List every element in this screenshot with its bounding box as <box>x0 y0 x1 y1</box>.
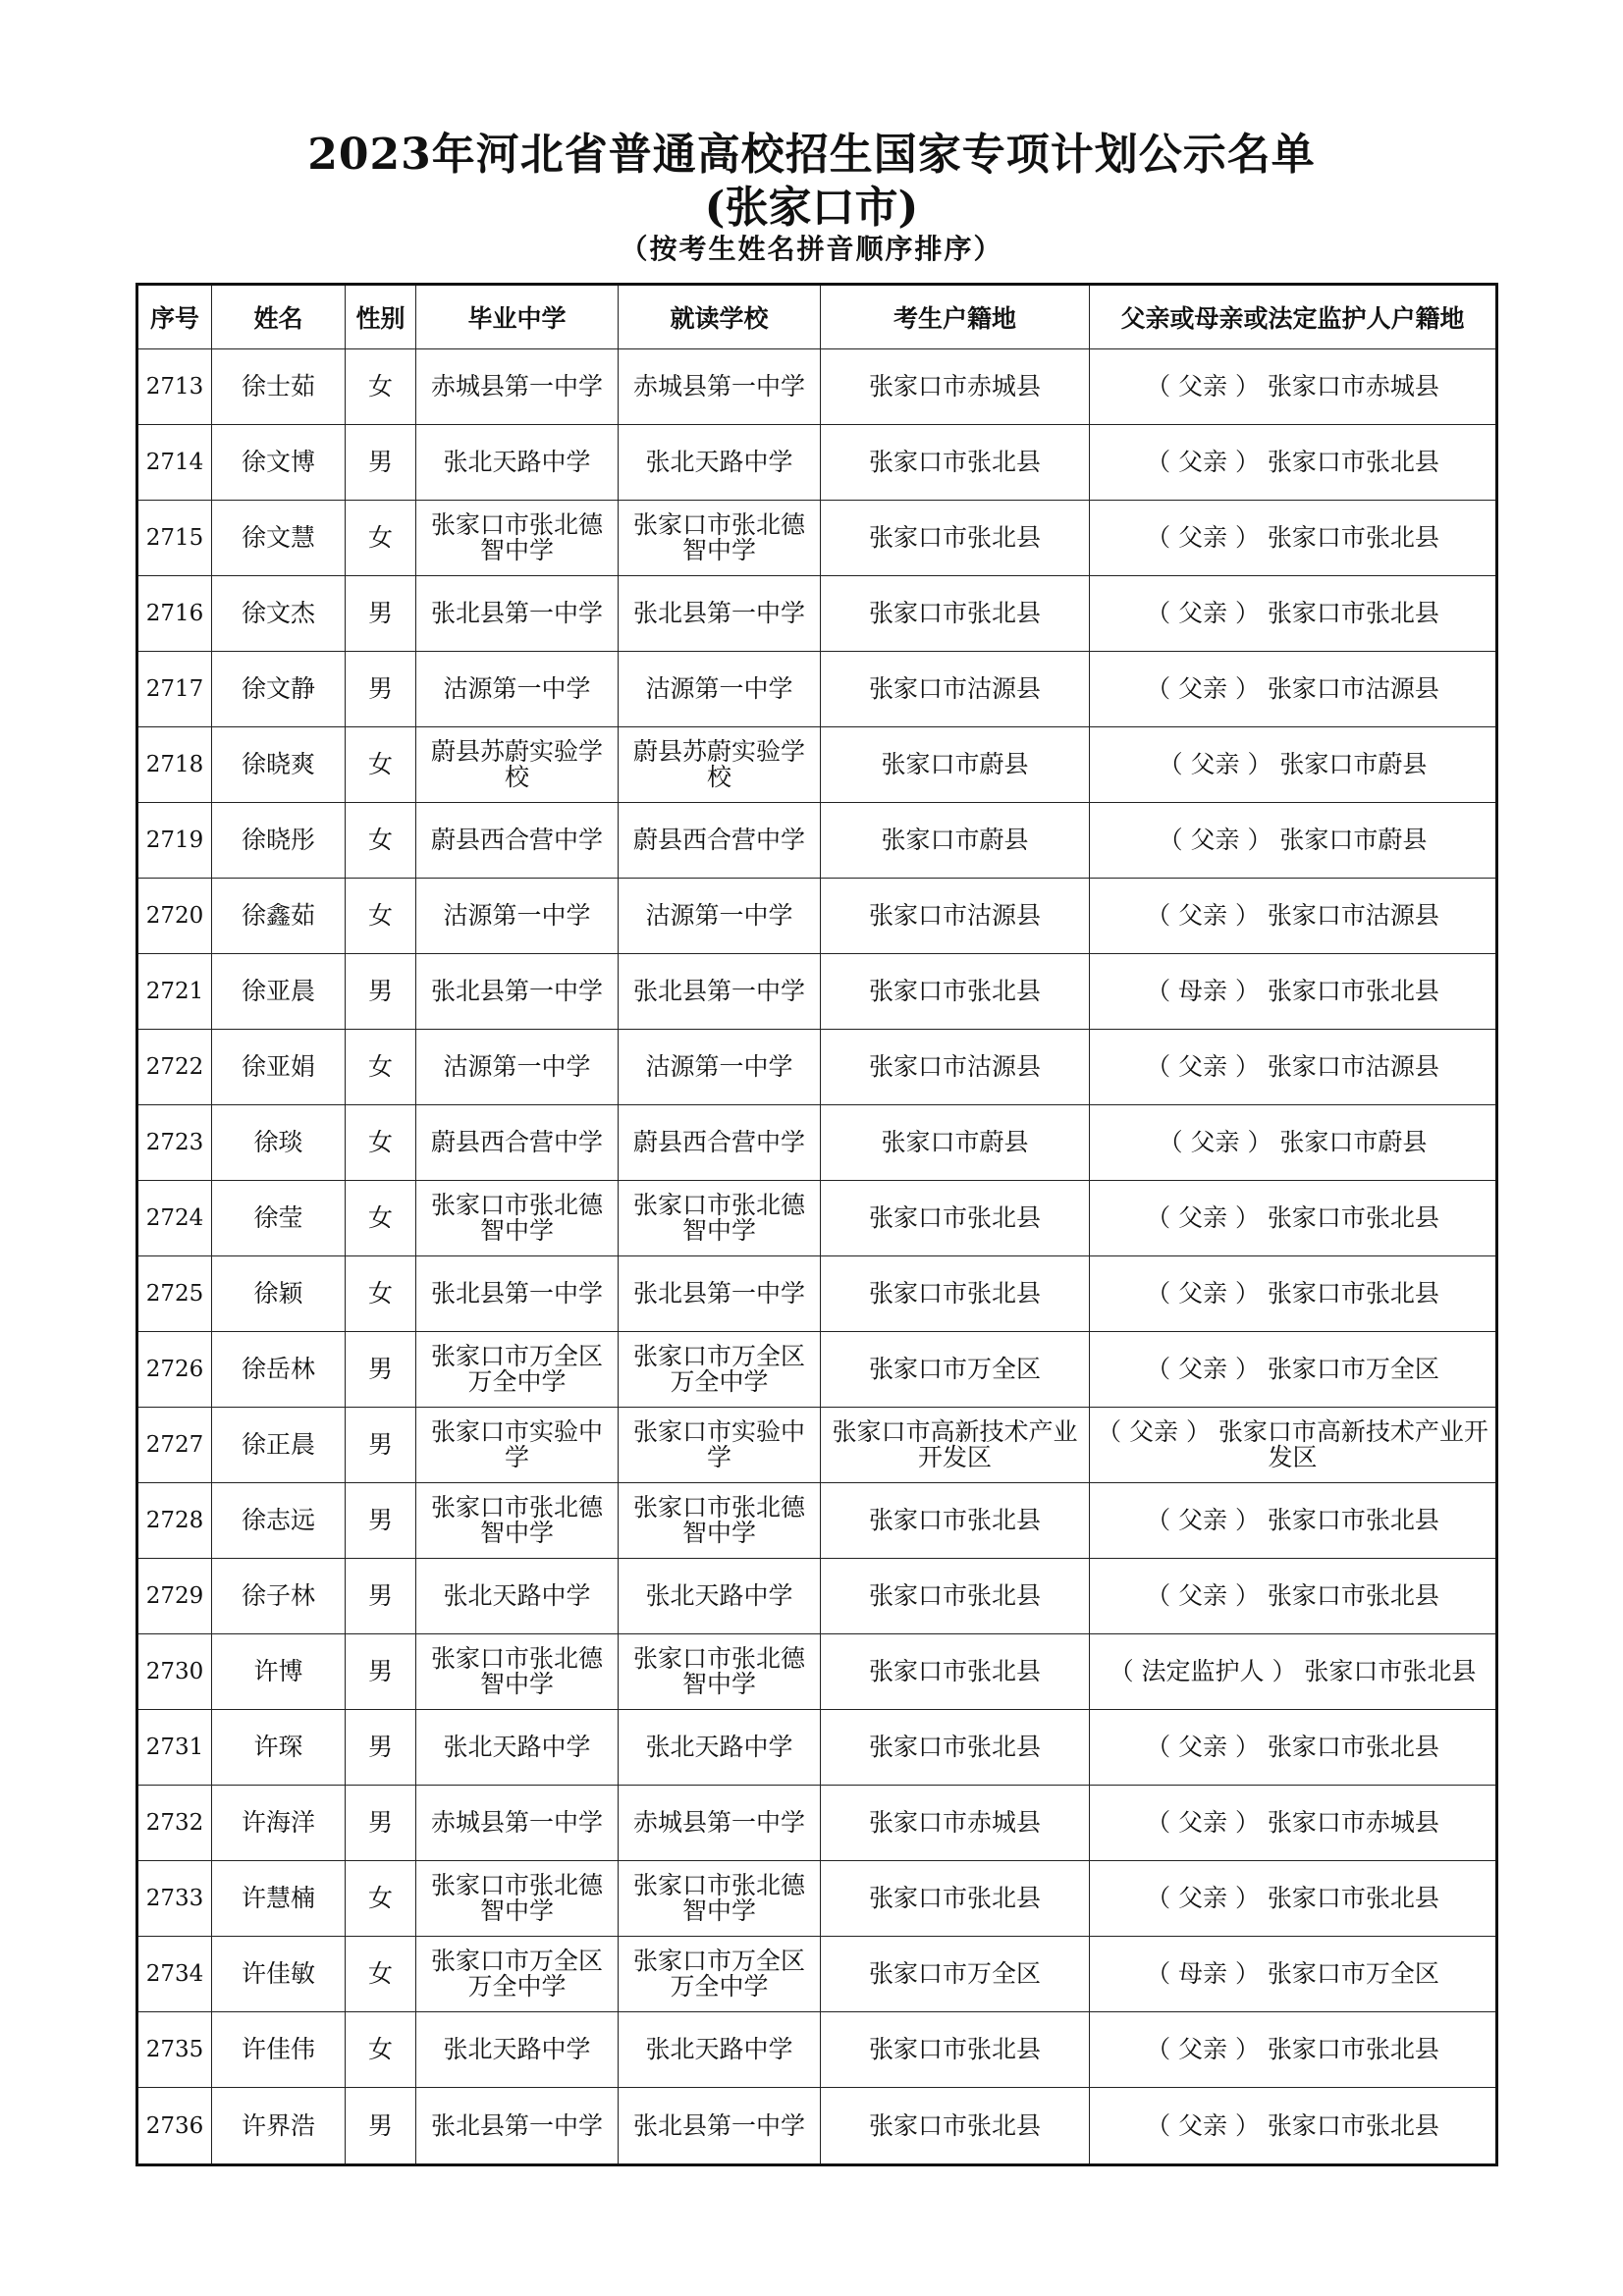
cell-household-registration: 张家口市蔚县 <box>821 727 1090 803</box>
cell-current-school: 蔚县西合营中学 <box>619 803 821 879</box>
cell-gender: 女 <box>346 879 416 954</box>
page-subtitle: (张家口市) <box>704 183 919 233</box>
cell-household-registration: 张家口市沽源县 <box>821 652 1090 727</box>
cell-name: 徐文慧 <box>212 501 346 576</box>
cell-guardian-registration: （ 父亲 ） 张家口市蔚县 <box>1090 803 1497 879</box>
cell-current-school: 张家口市张北德智中学 <box>619 1634 821 1710</box>
cell-guardian-registration: （ 父亲 ） 张家口市张北县 <box>1090 2088 1497 2165</box>
cell-graduation-school: 蔚县苏蔚实验学校 <box>416 727 619 803</box>
cell-household-registration: 张家口市张北县 <box>821 1483 1090 1559</box>
column-header-name: 姓名 <box>212 285 346 349</box>
cell-current-school: 蔚县苏蔚实验学校 <box>619 727 821 803</box>
cell-guardian-registration: （ 父亲 ） 张家口市张北县 <box>1090 1483 1497 1559</box>
cell-gender: 男 <box>346 1483 416 1559</box>
cell-graduation-school: 张家口市张北德智中学 <box>416 501 619 576</box>
table-row <box>137 1559 1497 1634</box>
cell-guardian-registration: （ 父亲 ） 张家口市赤城县 <box>1090 349 1497 425</box>
cell-guardian-registration: （ 父亲 ） 张家口市沽源县 <box>1090 1030 1497 1105</box>
cell-graduation-school: 赤城县第一中学 <box>416 349 619 425</box>
cell-name: 徐文静 <box>212 652 346 727</box>
table-row <box>137 2012 1497 2088</box>
column-header-guardian-registration: 父亲或母亲或法定监护人户籍地 <box>1090 285 1497 349</box>
cell-graduation-school: 蔚县西合营中学 <box>416 1105 619 1181</box>
cell-seq: 2729 <box>137 1559 212 1634</box>
cell-graduation-school: 张家口市张北德智中学 <box>416 1861 619 1937</box>
cell-current-school: 蔚县西合营中学 <box>619 1105 821 1181</box>
cell-seq: 2724 <box>137 1181 212 1256</box>
cell-current-school: 张家口市万全区万全中学 <box>619 1937 821 2012</box>
cell-household-registration: 张家口市赤城县 <box>821 1786 1090 1861</box>
cell-graduation-school: 沽源第一中学 <box>416 1030 619 1105</box>
cell-name: 徐晓彤 <box>212 803 346 879</box>
cell-seq: 2721 <box>137 954 212 1030</box>
cell-graduation-school: 张北县第一中学 <box>416 576 619 652</box>
cell-name: 徐亚娟 <box>212 1030 346 1105</box>
table-row <box>137 1332 1497 1408</box>
cell-gender: 女 <box>346 1861 416 1937</box>
cell-seq: 2722 <box>137 1030 212 1105</box>
cell-household-registration: 张家口市张北县 <box>821 1861 1090 1937</box>
cell-current-school: 沽源第一中学 <box>619 652 821 727</box>
cell-gender: 男 <box>346 1786 416 1861</box>
cell-graduation-school: 张北天路中学 <box>416 1710 619 1786</box>
cell-household-registration: 张家口市张北县 <box>821 954 1090 1030</box>
cell-graduation-school: 张北天路中学 <box>416 2012 619 2088</box>
cell-name: 许慧楠 <box>212 1861 346 1937</box>
cell-graduation-school: 蔚县西合营中学 <box>416 803 619 879</box>
cell-gender: 男 <box>346 2088 416 2165</box>
table-row <box>137 1861 1497 1937</box>
cell-graduation-school: 张家口市张北德智中学 <box>416 1634 619 1710</box>
cell-gender: 女 <box>346 1105 416 1181</box>
cell-guardian-registration: （ 父亲 ） 张家口市张北县 <box>1090 501 1497 576</box>
cell-name: 徐岳林 <box>212 1332 346 1408</box>
cell-household-registration: 张家口市张北县 <box>821 1559 1090 1634</box>
cell-name: 许界浩 <box>212 2088 346 2165</box>
cell-guardian-registration: （ 父亲 ） 张家口市高新技术产业开发区 <box>1090 1408 1497 1483</box>
cell-gender: 女 <box>346 2012 416 2088</box>
cell-household-registration: 张家口市蔚县 <box>821 1105 1090 1181</box>
cell-name: 徐子林 <box>212 1559 346 1634</box>
cell-graduation-school: 沽源第一中学 <box>416 879 619 954</box>
table-row <box>137 803 1497 879</box>
table-row <box>137 1030 1497 1105</box>
cell-graduation-school: 张家口市张北德智中学 <box>416 1181 619 1256</box>
cell-gender: 男 <box>346 954 416 1030</box>
cell-seq: 2720 <box>137 879 212 954</box>
column-header-household-registration: 考生户籍地 <box>821 285 1090 349</box>
cell-guardian-registration: （ 父亲 ） 张家口市张北县 <box>1090 2012 1497 2088</box>
cell-household-registration: 张家口市万全区 <box>821 1937 1090 2012</box>
column-header-gender: 性别 <box>346 285 416 349</box>
cell-household-registration: 张家口市沽源县 <box>821 1030 1090 1105</box>
table-row <box>137 1256 1497 1332</box>
cell-seq: 2713 <box>137 349 212 425</box>
cell-name: 徐文杰 <box>212 576 346 652</box>
table-row <box>137 727 1497 803</box>
cell-graduation-school: 张北天路中学 <box>416 1559 619 1634</box>
cell-guardian-registration: （ 父亲 ） 张家口市蔚县 <box>1090 1105 1497 1181</box>
cell-name: 徐志远 <box>212 1483 346 1559</box>
cell-seq: 2717 <box>137 652 212 727</box>
cell-household-registration: 张家口市高新技术产业开发区 <box>821 1408 1090 1483</box>
cell-gender: 女 <box>346 349 416 425</box>
cell-seq: 2735 <box>137 2012 212 2088</box>
table-row <box>137 652 1497 727</box>
cell-seq: 2723 <box>137 1105 212 1181</box>
cell-guardian-registration: （ 父亲 ） 张家口市张北县 <box>1090 425 1497 501</box>
table-row <box>137 1634 1497 1710</box>
cell-name: 许佳敏 <box>212 1937 346 2012</box>
cell-graduation-school: 张北县第一中学 <box>416 2088 619 2165</box>
cell-guardian-registration: （ 母亲 ） 张家口市万全区 <box>1090 1937 1497 2012</box>
cell-guardian-registration: （ 父亲 ） 张家口市张北县 <box>1090 1710 1497 1786</box>
table-row <box>137 1105 1497 1181</box>
cell-gender: 女 <box>346 1256 416 1332</box>
cell-gender: 女 <box>346 727 416 803</box>
cell-current-school: 张家口市张北德智中学 <box>619 1181 821 1256</box>
cell-current-school: 赤城县第一中学 <box>619 1786 821 1861</box>
cell-guardian-registration: （ 母亲 ） 张家口市张北县 <box>1090 954 1497 1030</box>
cell-current-school: 张北天路中学 <box>619 2012 821 2088</box>
roster-table <box>135 283 1498 2166</box>
cell-graduation-school: 张北县第一中学 <box>416 954 619 1030</box>
cell-seq: 2716 <box>137 576 212 652</box>
cell-seq: 2725 <box>137 1256 212 1332</box>
cell-graduation-school: 张北县第一中学 <box>416 1256 619 1332</box>
cell-household-registration: 张家口市张北县 <box>821 1181 1090 1256</box>
cell-guardian-registration: （ 父亲 ） 张家口市张北县 <box>1090 1181 1497 1256</box>
cell-guardian-registration: （ 父亲 ） 张家口市万全区 <box>1090 1332 1497 1408</box>
cell-seq: 2718 <box>137 727 212 803</box>
cell-household-registration: 张家口市张北县 <box>821 1710 1090 1786</box>
cell-guardian-registration: （ 父亲 ） 张家口市张北县 <box>1090 1861 1497 1937</box>
cell-name: 徐亚晨 <box>212 954 346 1030</box>
cell-gender: 男 <box>346 652 416 727</box>
cell-seq: 2732 <box>137 1786 212 1861</box>
cell-current-school: 沽源第一中学 <box>619 1030 821 1105</box>
cell-name: 徐莹 <box>212 1181 346 1256</box>
cell-seq: 2731 <box>137 1710 212 1786</box>
table-row <box>137 1710 1497 1786</box>
column-header-current-school: 就读学校 <box>619 285 821 349</box>
cell-guardian-registration: （ 父亲 ） 张家口市张北县 <box>1090 576 1497 652</box>
table-row <box>137 1937 1497 2012</box>
cell-name: 许海洋 <box>212 1786 346 1861</box>
cell-guardian-registration: （ 父亲 ） 张家口市沽源县 <box>1090 879 1497 954</box>
cell-name: 徐士茹 <box>212 349 346 425</box>
table-row <box>137 1786 1497 1861</box>
table-row <box>137 1408 1497 1483</box>
table-row <box>137 501 1497 576</box>
cell-current-school: 张北天路中学 <box>619 1559 821 1634</box>
cell-current-school: 张家口市张北德智中学 <box>619 1861 821 1937</box>
cell-household-registration: 张家口市蔚县 <box>821 803 1090 879</box>
cell-guardian-registration: （ 父亲 ） 张家口市蔚县 <box>1090 727 1497 803</box>
cell-graduation-school: 赤城县第一中学 <box>416 1786 619 1861</box>
table-row <box>137 2088 1497 2165</box>
cell-seq: 2715 <box>137 501 212 576</box>
cell-gender: 女 <box>346 1030 416 1105</box>
cell-guardian-registration: （ 父亲 ） 张家口市张北县 <box>1090 1559 1497 1634</box>
page-title: 2023年河北省普通高校招生国家专项计划公示名单 <box>307 130 1316 180</box>
cell-current-school: 赤城县第一中学 <box>619 349 821 425</box>
cell-gender: 男 <box>346 1634 416 1710</box>
cell-graduation-school: 张北天路中学 <box>416 425 619 501</box>
cell-seq: 2726 <box>137 1332 212 1408</box>
cell-gender: 男 <box>346 1710 416 1786</box>
cell-guardian-registration: （ 父亲 ） 张家口市赤城县 <box>1090 1786 1497 1861</box>
cell-seq: 2734 <box>137 1937 212 2012</box>
cell-current-school: 张北县第一中学 <box>619 576 821 652</box>
cell-current-school: 张北天路中学 <box>619 425 821 501</box>
cell-seq: 2714 <box>137 425 212 501</box>
cell-seq: 2730 <box>137 1634 212 1710</box>
cell-current-school: 沽源第一中学 <box>619 879 821 954</box>
cell-gender: 女 <box>346 1937 416 2012</box>
cell-gender: 男 <box>346 425 416 501</box>
cell-graduation-school: 张家口市实验中学 <box>416 1408 619 1483</box>
cell-seq: 2719 <box>137 803 212 879</box>
cell-current-school: 张家口市万全区万全中学 <box>619 1332 821 1408</box>
cell-gender: 男 <box>346 1332 416 1408</box>
cell-gender: 男 <box>346 1559 416 1634</box>
table-row <box>137 879 1497 954</box>
column-header-graduation-school: 毕业中学 <box>416 285 619 349</box>
table-row <box>137 1181 1497 1256</box>
cell-current-school: 张北县第一中学 <box>619 954 821 1030</box>
cell-seq: 2728 <box>137 1483 212 1559</box>
cell-seq: 2733 <box>137 1861 212 1937</box>
column-header-seq: 序号 <box>137 285 212 349</box>
cell-current-school: 张家口市张北德智中学 <box>619 501 821 576</box>
table-row <box>137 576 1497 652</box>
cell-gender: 女 <box>346 803 416 879</box>
cell-current-school: 张家口市张北德智中学 <box>619 1483 821 1559</box>
table-row <box>137 425 1497 501</box>
cell-household-registration: 张家口市张北县 <box>821 425 1090 501</box>
cell-household-registration: 张家口市万全区 <box>821 1332 1090 1408</box>
cell-graduation-school: 张家口市万全区万全中学 <box>416 1937 619 2012</box>
cell-current-school: 张北天路中学 <box>619 1710 821 1786</box>
cell-seq: 2727 <box>137 1408 212 1483</box>
cell-current-school: 张北县第一中学 <box>619 1256 821 1332</box>
cell-gender: 男 <box>346 576 416 652</box>
cell-guardian-registration: （ 父亲 ） 张家口市沽源县 <box>1090 652 1497 727</box>
cell-name: 徐琰 <box>212 1105 346 1181</box>
cell-name: 徐鑫茹 <box>212 879 346 954</box>
cell-gender: 男 <box>346 1408 416 1483</box>
cell-household-registration: 张家口市张北县 <box>821 576 1090 652</box>
table-row <box>137 349 1497 425</box>
cell-seq: 2736 <box>137 2088 212 2165</box>
cell-guardian-registration: （ 父亲 ） 张家口市张北县 <box>1090 1256 1497 1332</box>
cell-household-registration: 张家口市张北县 <box>821 2088 1090 2165</box>
cell-household-registration: 张家口市张北县 <box>821 1256 1090 1332</box>
cell-graduation-school: 张家口市万全区万全中学 <box>416 1332 619 1408</box>
cell-graduation-school: 沽源第一中学 <box>416 652 619 727</box>
cell-gender: 女 <box>346 501 416 576</box>
cell-name: 徐颖 <box>212 1256 346 1332</box>
cell-household-registration: 张家口市张北县 <box>821 1634 1090 1710</box>
table-body <box>137 349 1497 2165</box>
cell-current-school: 张家口市实验中学 <box>619 1408 821 1483</box>
cell-household-registration: 张家口市张北县 <box>821 2012 1090 2088</box>
cell-household-registration: 张家口市沽源县 <box>821 879 1090 954</box>
cell-name: 徐文博 <box>212 425 346 501</box>
table-row <box>137 954 1497 1030</box>
table-header-row <box>137 285 1497 349</box>
cell-name: 徐晓爽 <box>212 727 346 803</box>
cell-current-school: 张北县第一中学 <box>619 2088 821 2165</box>
cell-guardian-registration: （ 法定监护人 ） 张家口市张北县 <box>1090 1634 1497 1710</box>
cell-gender: 女 <box>346 1181 416 1256</box>
cell-name: 许博 <box>212 1634 346 1710</box>
table-row <box>137 1483 1497 1559</box>
cell-household-registration: 张家口市赤城县 <box>821 349 1090 425</box>
cell-household-registration: 张家口市张北县 <box>821 501 1090 576</box>
cell-name: 徐正晨 <box>212 1408 346 1483</box>
cell-graduation-school: 张家口市张北德智中学 <box>416 1483 619 1559</box>
sort-note: （按考生姓名拼音顺序排序） <box>620 233 1003 265</box>
cell-name: 许琛 <box>212 1710 346 1786</box>
cell-name: 许佳伟 <box>212 2012 346 2088</box>
